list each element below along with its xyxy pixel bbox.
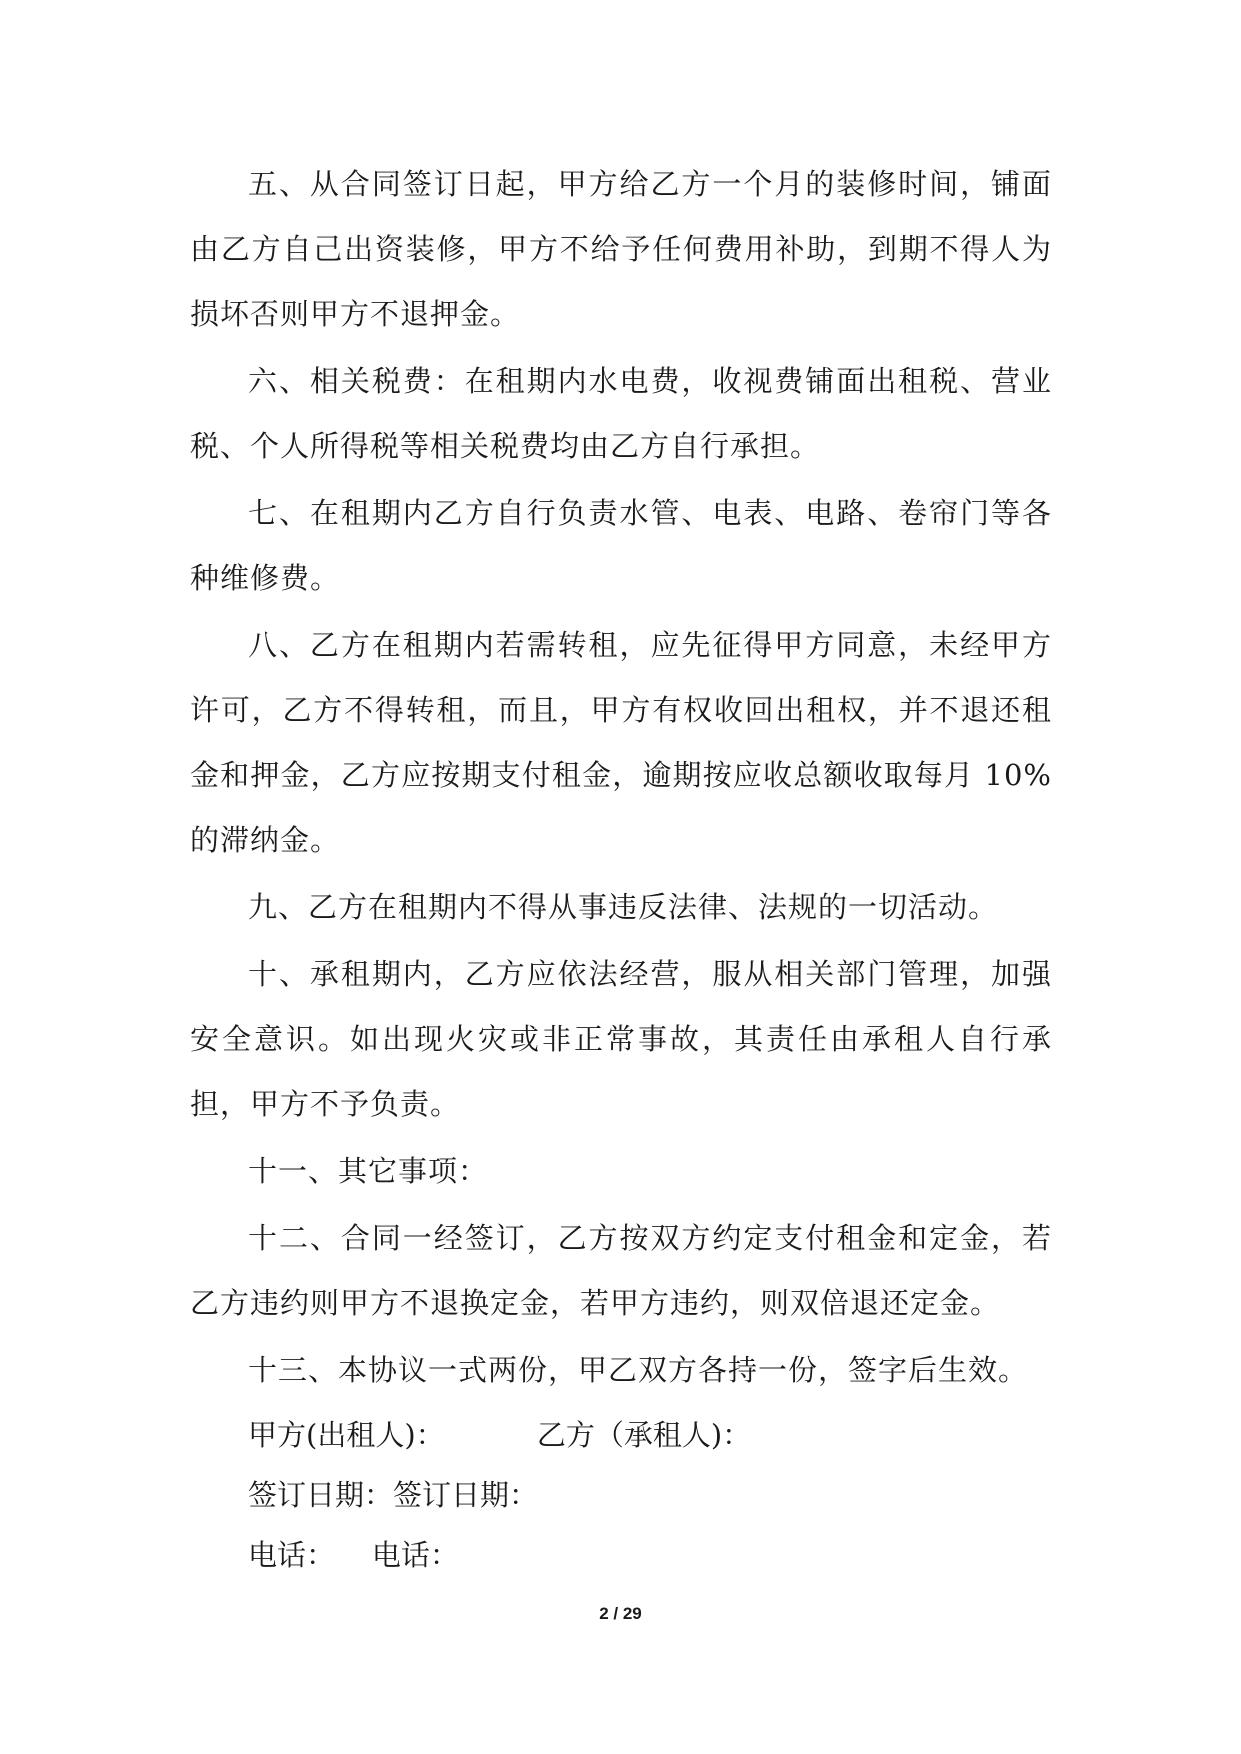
phone-b-label: 电话： bbox=[371, 1538, 459, 1572]
document-page bbox=[190, 152, 1052, 1585]
party-a-label: 甲方(出租人)： bbox=[248, 1418, 445, 1452]
phone-a-label: 电话： bbox=[248, 1538, 336, 1572]
clause-7: 七、在租期内乙方自行负责水管、电表、电路、卷帘门等各种维修费。 bbox=[190, 496, 1052, 595]
clause-5: 五、从合同签订日起，甲方给乙方一个月的装修时间，铺面由乙方自己出资装修，甲方不给予任何费用补助，到期不得人为损坏否则甲方不退押金。 bbox=[190, 167, 1052, 331]
party-b-label: 乙方（承租人)： bbox=[536, 1418, 752, 1452]
page-number: 2 / 29 bbox=[599, 1604, 642, 1623]
signature-parties-line bbox=[190, 1405, 1052, 1465]
signature-phone-line bbox=[190, 1525, 1052, 1585]
clause-9: 九、乙方在租期内不得从事违反法律、法规的一切活动。 bbox=[248, 890, 999, 924]
date-b-label: 签订日期： bbox=[393, 1478, 539, 1512]
clause-10: 十、承租期内，乙方应依法经营，服从相关部门管理，加强安全意识。如出现火灾或非正常事故，其责任由承租人自行承担，甲方不予负责。 bbox=[190, 957, 1052, 1121]
clause-13: 十三、本协议一式两份，甲乙双方各持一份，签字后生效。 bbox=[248, 1353, 1029, 1387]
clause-11: 十一、其它事项： bbox=[248, 1154, 489, 1188]
date-a-label: 签订日期： bbox=[248, 1478, 394, 1512]
clause-8: 八、乙方在租期内若需转租，应先征得甲方同意，未经甲方许可，乙方不得转租，而且，甲方有权收回出租权，并不退还租金和押金，乙方应按期支付租金，逾期按应收总额收取每月 10%的滞纳金。 bbox=[190, 628, 1052, 857]
clause-12: 十二、合同一经签订，乙方按双方约定支付租金和定金，若乙方违约则甲方不退换定金，若甲方违约，则双倍退还定金。 bbox=[190, 1221, 1052, 1320]
signature-date-line bbox=[190, 1465, 1052, 1525]
clause-6: 六、相关税费：在租期内水电费，收视费铺面出租税、营业税、个人所得税等相关税费均由乙方自行承担。 bbox=[190, 364, 1052, 463]
